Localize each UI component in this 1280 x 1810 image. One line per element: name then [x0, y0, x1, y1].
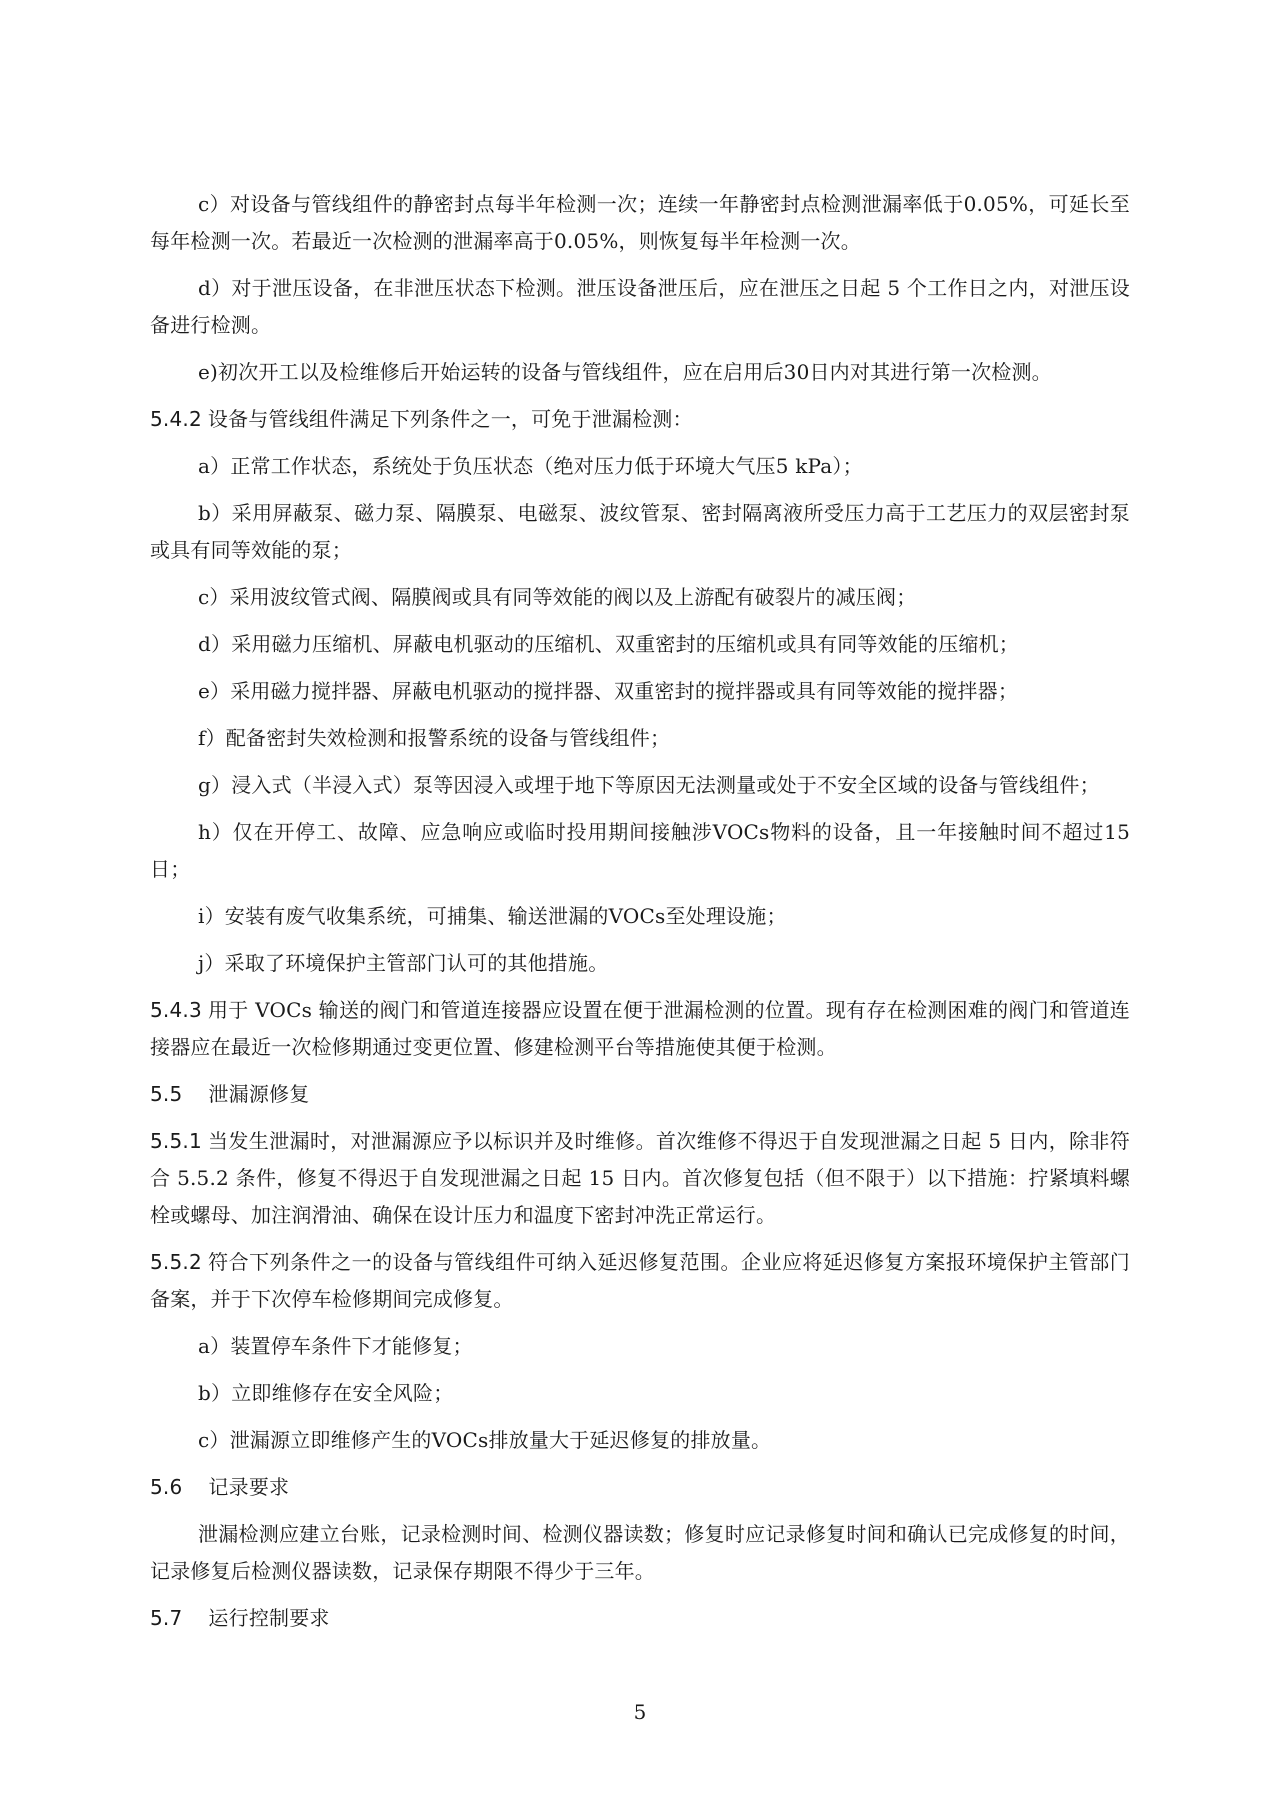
- section-title: 运行控制要求: [208, 1606, 330, 1630]
- item-paragraph: c）采用波纹管式阀、隔膜阀或具有同等效能的阀以及上游配有破裂片的减压阀；: [198, 585, 917, 609]
- page-content: [150, 186, 1130, 1647]
- section-number: 5.5: [150, 1082, 183, 1106]
- clause-paragraph: 5.5.2 符合下列条件之一的设备与管线组件可纳入延迟修复范围。企业应将延迟修复方案报环境保护主管部门备案，并于下次停车检修期间完成修复。: [150, 1250, 1130, 1311]
- item-paragraph: j）采取了环境保护主管部门认可的其他措施。: [198, 951, 609, 975]
- clause-number: 5.5.2: [150, 1250, 202, 1274]
- item-paragraph: c）对设备与管线组件的静密封点每半年检测一次；连续一年静密封点检测泄漏率低于0.05%，可延长至每年检测一次。若最近一次检测的泄漏率高于0.05%，则恢复每半年检测一次。: [150, 192, 1130, 253]
- item-paragraph: b）立即维修存在安全风险；: [198, 1381, 454, 1405]
- item-paragraph: a）正常工作状态，系统处于负压状态（绝对压力低于环境大气压5 kPa）；: [198, 454, 863, 478]
- item-paragraph: a）装置停车条件下才能修复；: [198, 1334, 473, 1358]
- item-paragraph: d）对于泄压设备，在非泄压状态下检测。泄压设备泄压后，应在泄压之日起 5 个工作日之内，对泄压设备进行检测。: [150, 276, 1130, 337]
- section-title: 记录要求: [208, 1475, 290, 1499]
- clause-number: 5.5.1: [150, 1129, 202, 1153]
- section-heading: [150, 1469, 1130, 1506]
- item-paragraph: h）仅在开停工、故障、应急响应或临时投用期间接触涉VOCs物料的设备，且一年接触时间不超过15日；: [150, 820, 1130, 881]
- clause-paragraph: 5.5.1 当发生泄漏时，对泄漏源应予以标识并及时维修。首次维修不得迟于自发现泄漏之日起 5 日内，除非符合 5.5.2 条件，修复不得迟于自发现泄漏之日起 15 日内。首次修复包括（但不限于）以下措施：拧紧填料螺栓或螺母、加注润滑油、确保在设计压力和温度下密封冲洗正常运行。: [150, 1129, 1130, 1227]
- section-number: 5.7: [150, 1606, 183, 1630]
- item-paragraph: g）浸入式（半浸入式）泵等因浸入或埋于地下等原因无法测量或处于不安全区域的设备与管线组件；: [198, 773, 1100, 797]
- item-paragraph: e)初次开工以及检维修后开始运转的设备与管线组件，应在启用后30日内对其进行第一次检测。: [198, 360, 1052, 384]
- item-paragraph: f）配备密封失效检测和报警系统的设备与管线组件；: [198, 726, 671, 750]
- item-paragraph: c）泄漏源立即维修产生的VOCs排放量大于延迟修复的排放量。: [198, 1428, 772, 1452]
- clause-number: 5.4.3: [150, 998, 202, 1022]
- section-title: 泄漏源修复: [208, 1082, 310, 1106]
- clause-number: 5.4.2: [150, 407, 202, 431]
- section-heading: [150, 1600, 1130, 1637]
- section-number: 5.6: [150, 1475, 183, 1499]
- clause-paragraph: 5.4.3 用于 VOCs 输送的阀门和管道连接器应设置在便于泄漏检测的位置。现有存在检测困难的阀门和管道连接器应在最近一次检修期通过变更位置、修建检测平台等措施使其便于检测。: [150, 998, 1130, 1059]
- item-paragraph: i）安装有废气收集系统，可捕集、输送泄漏的VOCs至处理设施；: [198, 904, 787, 928]
- item-paragraph: e）采用磁力搅拌器、屏蔽电机驱动的搅拌器、双重密封的搅拌器或具有同等效能的搅拌器；: [198, 679, 1019, 703]
- section-heading: [150, 1076, 1130, 1113]
- page-number: 5: [633, 1700, 647, 1724]
- body-paragraph: 泄漏检测应建立台账，记录检测时间、检测仪器读数；修复时应记录修复时间和确认已完成修复的时间，记录修复后检测仪器读数，记录保存期限不得少于三年。: [150, 1522, 1130, 1583]
- clause-paragraph: 5.4.2 设备与管线组件满足下列条件之一，可免于泄漏检测：: [150, 407, 693, 431]
- item-paragraph: b）采用屏蔽泵、磁力泵、隔膜泵、电磁泵、波纹管泵、密封隔离液所受压力高于工艺压力的双层密封泵或具有同等效能的泵；: [150, 501, 1130, 562]
- item-paragraph: d）采用磁力压缩机、屏蔽电机驱动的压缩机、双重密封的压缩机或具有同等效能的压缩机；: [198, 632, 1020, 656]
